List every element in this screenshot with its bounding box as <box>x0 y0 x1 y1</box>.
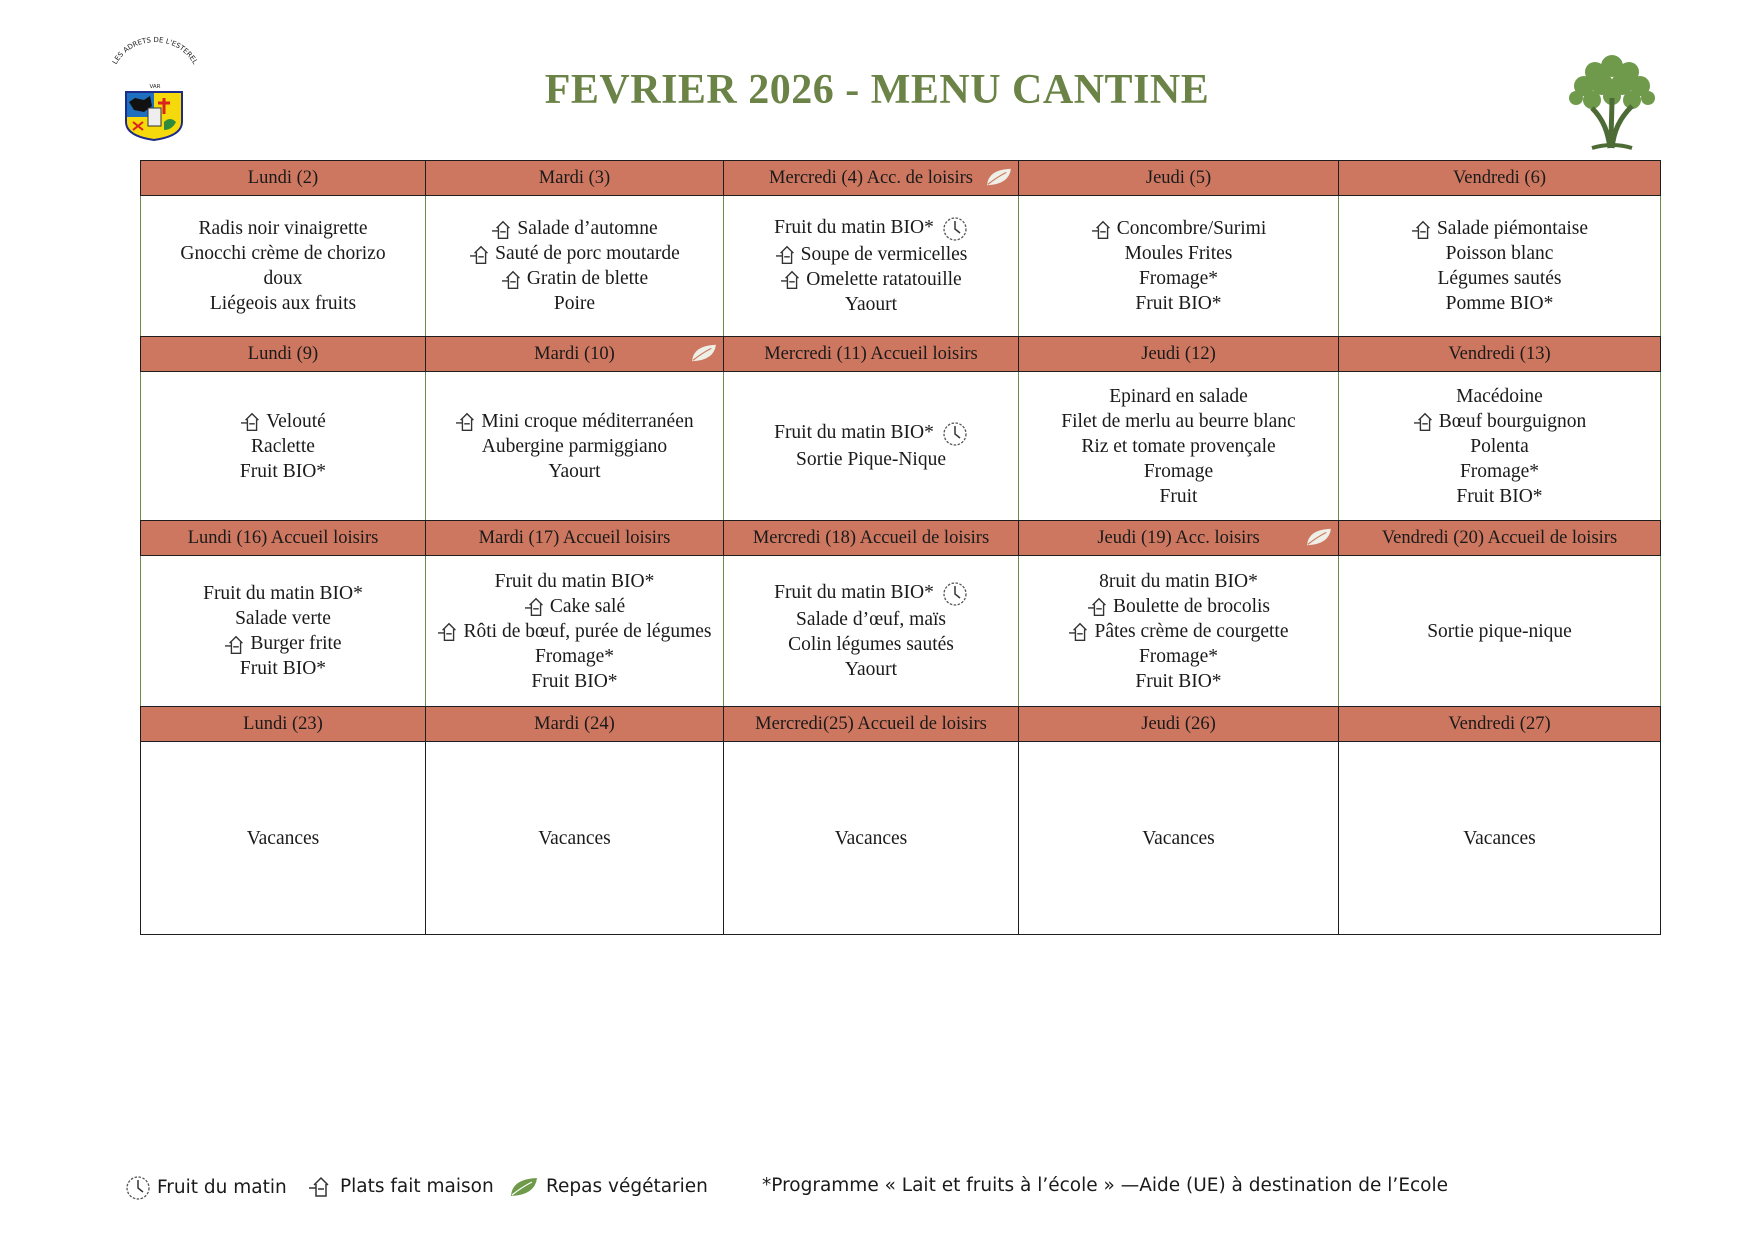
day-menu-cell <box>724 196 1019 337</box>
menu-item-text: Fruit BIO* <box>1135 670 1222 692</box>
day-header <box>141 161 426 196</box>
menu-item <box>141 434 425 459</box>
legend-fruit <box>125 1175 287 1201</box>
clock-icon <box>942 581 968 607</box>
menu-item <box>1339 434 1660 459</box>
day-header-label: Jeudi (12) <box>1141 343 1216 364</box>
day-menu-cell <box>1339 196 1661 337</box>
menu-item-text: Mini croque méditerranéen <box>481 410 694 432</box>
menu-item <box>426 594 723 619</box>
menu-item <box>426 644 723 669</box>
menu-item-text: Polenta <box>1470 435 1529 457</box>
menu-item-text: Concombre/Surimi <box>1116 218 1267 239</box>
menu-item <box>426 569 723 594</box>
menu-item <box>1019 409 1338 434</box>
day-header <box>1339 161 1661 196</box>
menu-item <box>141 216 425 241</box>
menu-table <box>140 160 1661 935</box>
menu-item-text: Vacances <box>834 827 908 849</box>
day-menu-cell <box>724 742 1019 935</box>
week-header-row <box>141 707 1661 742</box>
house-icon <box>775 244 799 266</box>
menu-item <box>1019 644 1338 669</box>
menu-item-text: Pâtes crème de courgette <box>1094 620 1289 642</box>
house-icon <box>491 219 515 241</box>
menu-item-text: Fromage <box>1143 460 1214 482</box>
menu-item <box>724 607 1018 632</box>
svg-text:VAR: VAR <box>149 84 161 90</box>
menu-item <box>1339 826 1660 851</box>
menu-item <box>141 606 425 631</box>
day-menu-cell <box>426 196 724 337</box>
menu-item-text: Burger frite <box>250 633 342 654</box>
menu-item <box>141 631 425 656</box>
house-icon <box>1413 411 1437 433</box>
menu-item <box>724 242 1018 267</box>
day-menu-cell <box>141 196 426 337</box>
day-header <box>1019 521 1339 556</box>
menu-item-text: Aubergine parmiggiano <box>481 435 668 457</box>
leaf-icon <box>508 1175 540 1199</box>
house-icon <box>1068 621 1092 643</box>
menu-item-text: Gratin de blette <box>526 268 649 289</box>
week-header-row <box>141 521 1661 556</box>
menu-item-text: Rôti de bœuf, purée de légumes <box>463 620 712 642</box>
day-header-label: Mardi (17) Accueil loisirs <box>478 527 671 548</box>
menu-item <box>1339 266 1660 291</box>
menu-item-text: Pomme BIO* <box>1445 293 1554 314</box>
menu-item-text: Yaourt <box>844 658 898 680</box>
house-icon <box>524 596 548 618</box>
menu-item-text: Salade verte <box>235 608 331 629</box>
clock-icon <box>942 421 968 447</box>
day-header-label: Mercredi (11) Accueil loisirs <box>764 343 978 364</box>
menu-item <box>426 241 723 266</box>
house-icon <box>501 269 525 291</box>
menu-item <box>1339 459 1660 484</box>
day-header-label: Jeudi (26) <box>1141 713 1216 734</box>
menu-item <box>1339 619 1660 644</box>
menu-item <box>1019 619 1338 644</box>
menu-item <box>1019 216 1338 241</box>
menu-item <box>1339 484 1660 509</box>
day-menu-cell <box>426 556 724 707</box>
menu-item-text: Bœuf bourguignon <box>1438 410 1587 432</box>
menu-item-text: Raclette <box>251 435 315 457</box>
day-header <box>141 521 426 556</box>
menu-item <box>426 826 723 851</box>
menu-item <box>141 266 425 291</box>
menu-item-text: Fruit BIO* <box>1135 293 1222 314</box>
menu-item-text: Yaourt <box>548 460 601 482</box>
day-menu-cell <box>426 742 724 935</box>
menu-item-text: doux <box>263 268 303 289</box>
menu-item <box>1019 291 1338 316</box>
menu-item <box>141 656 425 681</box>
day-menu-cell <box>1019 742 1339 935</box>
day-menu-cell <box>724 556 1019 707</box>
day-header <box>426 521 724 556</box>
day-header-label: Mardi (24) <box>534 713 615 734</box>
menu-item-text: Vacances <box>1142 827 1215 849</box>
menu-item <box>141 581 425 606</box>
menu-item <box>724 632 1018 657</box>
day-header-label: Lundi (9) <box>247 343 319 364</box>
clock-icon <box>125 1175 151 1201</box>
menu-item <box>1339 216 1660 241</box>
menu-item <box>1339 384 1660 409</box>
day-menu-cell <box>141 742 426 935</box>
menu-item-text: Cake salé <box>549 595 626 617</box>
menu-item <box>141 291 425 316</box>
menu-item-text: Salade piémontaise <box>1436 218 1589 239</box>
menu-item-text: Fromage* <box>534 645 615 667</box>
menu-item-text: Fromage* <box>1138 268 1219 289</box>
menu-item <box>141 409 425 434</box>
menu-item-text: Légumes sautés <box>1437 268 1562 289</box>
menu-item-text: Fromage* <box>1138 645 1219 667</box>
day-menu-cell <box>1019 372 1339 521</box>
menu-item <box>426 266 723 291</box>
week-header-row <box>141 161 1661 196</box>
menu-item <box>1019 384 1338 409</box>
menu-item <box>724 657 1018 682</box>
menu-item-text: Yaourt <box>844 293 898 315</box>
day-header <box>1019 161 1339 196</box>
menu-item-text: Epinard en salade <box>1109 385 1248 407</box>
day-menu-cell <box>141 372 426 521</box>
day-header <box>724 161 1019 196</box>
menu-item-text: Fruit BIO* <box>531 670 618 692</box>
menu-item <box>141 241 425 266</box>
day-header-label: Jeudi (19) Acc. loisirs <box>1097 527 1260 548</box>
menu-item-text: Riz et tomate provençale <box>1081 435 1276 457</box>
menu-item-text: Vacances <box>538 827 611 849</box>
menu-item <box>1019 826 1338 851</box>
menu-item-text: Vacances <box>1463 827 1536 849</box>
week-header-row <box>141 337 1661 372</box>
day-header <box>724 521 1019 556</box>
menu-item <box>1019 594 1338 619</box>
svg-text:LES ADRETS DE L'ESTEREL: LES ADRETS DE L'ESTEREL <box>110 36 200 66</box>
menu-item-text: Sortie pique-nique <box>1427 620 1572 642</box>
day-header <box>724 707 1019 742</box>
menu-item-text: Boulette de brocolis <box>1112 595 1271 617</box>
menu-item <box>426 291 723 316</box>
day-menu-cell <box>1019 556 1339 707</box>
menu-item <box>426 669 723 694</box>
day-header <box>141 707 426 742</box>
menu-item-text: Fruit du matin BIO* <box>203 583 363 604</box>
house-icon <box>308 1175 334 1199</box>
menu-item <box>426 619 723 644</box>
clock-icon <box>942 216 968 242</box>
day-header-label: Lundi (23) <box>243 713 323 734</box>
day-header <box>724 337 1019 372</box>
menu-item <box>141 826 425 851</box>
menu-item <box>724 447 1018 472</box>
day-header <box>426 707 724 742</box>
house-icon <box>1411 219 1435 241</box>
week-menu-row <box>141 372 1661 521</box>
leaf-icon <box>689 342 719 364</box>
menu-item <box>724 292 1018 317</box>
legend-maison-label: Plats fait maison <box>340 1176 494 1197</box>
menu-item <box>1019 484 1338 509</box>
menu-item <box>1019 241 1338 266</box>
menu-item-text: Moules Frites <box>1124 243 1233 264</box>
day-header-label: Vendredi (20) Accueil de loisirs <box>1381 527 1618 548</box>
house-icon <box>469 244 493 266</box>
day-menu-cell <box>1339 556 1661 707</box>
menu-item <box>426 409 723 434</box>
menu-item-text: Radis noir vinaigrette <box>198 218 368 239</box>
menu-item <box>724 826 1018 851</box>
menu-item-text: Fruit BIO* <box>239 658 327 679</box>
legend-vegetarien <box>508 1175 708 1199</box>
menu-item <box>426 459 723 484</box>
legend-fruit-label: Fruit du matin <box>157 1177 287 1198</box>
house-icon <box>780 269 804 291</box>
menu-item <box>724 580 1018 607</box>
menu-item-text: Salade d’œuf, maïs <box>795 608 946 630</box>
menu-item-text: Fruit du matin BIO* <box>774 582 934 604</box>
olive-tree-logo <box>1562 48 1662 153</box>
menu-item <box>1019 459 1338 484</box>
menu-item-text: Poisson blanc <box>1445 243 1554 264</box>
day-header-label: Vendredi (27) <box>1448 713 1551 734</box>
week-menu-row <box>141 742 1661 935</box>
menu-item <box>1019 266 1338 291</box>
menu-item <box>426 216 723 241</box>
menu-item-text: Liégeois aux fruits <box>209 293 357 314</box>
week-menu-row <box>141 556 1661 707</box>
page-title: FEVRIER 2026 - MENU CANTINE <box>544 67 1210 113</box>
menu-item-text: Gnocchi crème de chorizo <box>180 243 386 264</box>
footnote: *Programme « Lait et fruits à l’école » —Aide (UE) à destination de l’Ecole <box>762 1175 1449 1196</box>
day-header-label: Jeudi (5) <box>1145 167 1212 188</box>
house-icon <box>240 411 264 433</box>
menu-item <box>1019 434 1338 459</box>
house-icon <box>1091 219 1115 241</box>
day-header <box>1339 707 1661 742</box>
menu-item-text: Filet de merlu au beurre blanc <box>1061 410 1296 432</box>
menu-item-text: Fruit <box>1159 485 1198 507</box>
legend-vegetarien-label: Repas végétarien <box>546 1176 708 1197</box>
menu-item <box>1339 241 1660 266</box>
menu-item-text: Soupe de vermicelles <box>800 243 968 265</box>
menu-item-text: Colin légumes sautés <box>788 633 954 655</box>
menu-item <box>724 267 1018 292</box>
menu-item-text: Fruit BIO* <box>1456 485 1543 507</box>
day-menu-cell <box>141 556 426 707</box>
menu-item-text: Fruit du matin BIO* <box>774 217 934 239</box>
day-header <box>1339 337 1661 372</box>
menu-item-text: Fruit du matin BIO* <box>494 570 655 592</box>
menu-item-text: Salade d’automne <box>517 218 658 239</box>
day-menu-cell <box>724 372 1019 521</box>
menu-item-text: Macédoine <box>1456 385 1543 407</box>
leaf-icon <box>1304 526 1334 548</box>
menu-item-text: Velouté <box>266 410 326 432</box>
menu-item-text: Fromage* <box>1459 460 1540 482</box>
legend-maison <box>308 1175 494 1199</box>
menu-item <box>1339 409 1660 434</box>
house-icon <box>1087 596 1111 618</box>
day-header-label: Mardi (10) <box>534 343 615 364</box>
day-header <box>1339 521 1661 556</box>
menu-item-text: Sauté de porc moutarde <box>495 243 680 264</box>
leaf-icon <box>984 166 1014 188</box>
menu-item-text: Fruit du matin BIO* <box>774 422 934 444</box>
day-header-label: Vendredi (13) <box>1448 343 1551 364</box>
day-header-label: Mardi (3) <box>538 167 611 188</box>
day-header-label: Lundi (16) Accueil loisirs <box>187 527 379 548</box>
day-header-label: Mercredi (4) Acc. de loisirs <box>769 167 973 188</box>
day-menu-cell <box>1019 196 1339 337</box>
menu-item-text: Sortie Pique-Nique <box>795 448 947 470</box>
day-header <box>1019 337 1339 372</box>
menu-item <box>1019 669 1338 694</box>
day-header-label: Lundi (2) <box>247 167 319 188</box>
menu-item-text: Fruit BIO* <box>239 460 327 482</box>
day-header <box>141 337 426 372</box>
house-icon <box>437 621 461 643</box>
day-menu-cell <box>426 372 724 521</box>
day-menu-cell <box>1339 372 1661 521</box>
menu-item <box>141 459 425 484</box>
day-header-label: Mercredi(25) Accueil de loisirs <box>755 713 987 734</box>
menu-item-text: Poire <box>553 293 596 314</box>
menu-item <box>1019 569 1338 594</box>
menu-item-text: Omelette ratatouille <box>806 268 962 290</box>
menu-item <box>426 434 723 459</box>
day-header-label: Vendredi (6) <box>1453 167 1546 188</box>
house-icon <box>455 411 479 433</box>
menu-item <box>724 215 1018 242</box>
menu-item-text: 8ruit du matin BIO* <box>1099 570 1258 592</box>
day-header <box>426 337 724 372</box>
day-header-label: Mercredi (18) Accueil de loisirs <box>752 527 990 548</box>
week-menu-row <box>141 196 1661 337</box>
day-header <box>426 161 724 196</box>
menu-item <box>724 420 1018 447</box>
menu-item <box>1339 291 1660 316</box>
house-icon <box>224 634 248 656</box>
menu-item-text: Vacances <box>246 827 320 849</box>
day-header <box>1019 707 1339 742</box>
day-menu-cell <box>1339 742 1661 935</box>
